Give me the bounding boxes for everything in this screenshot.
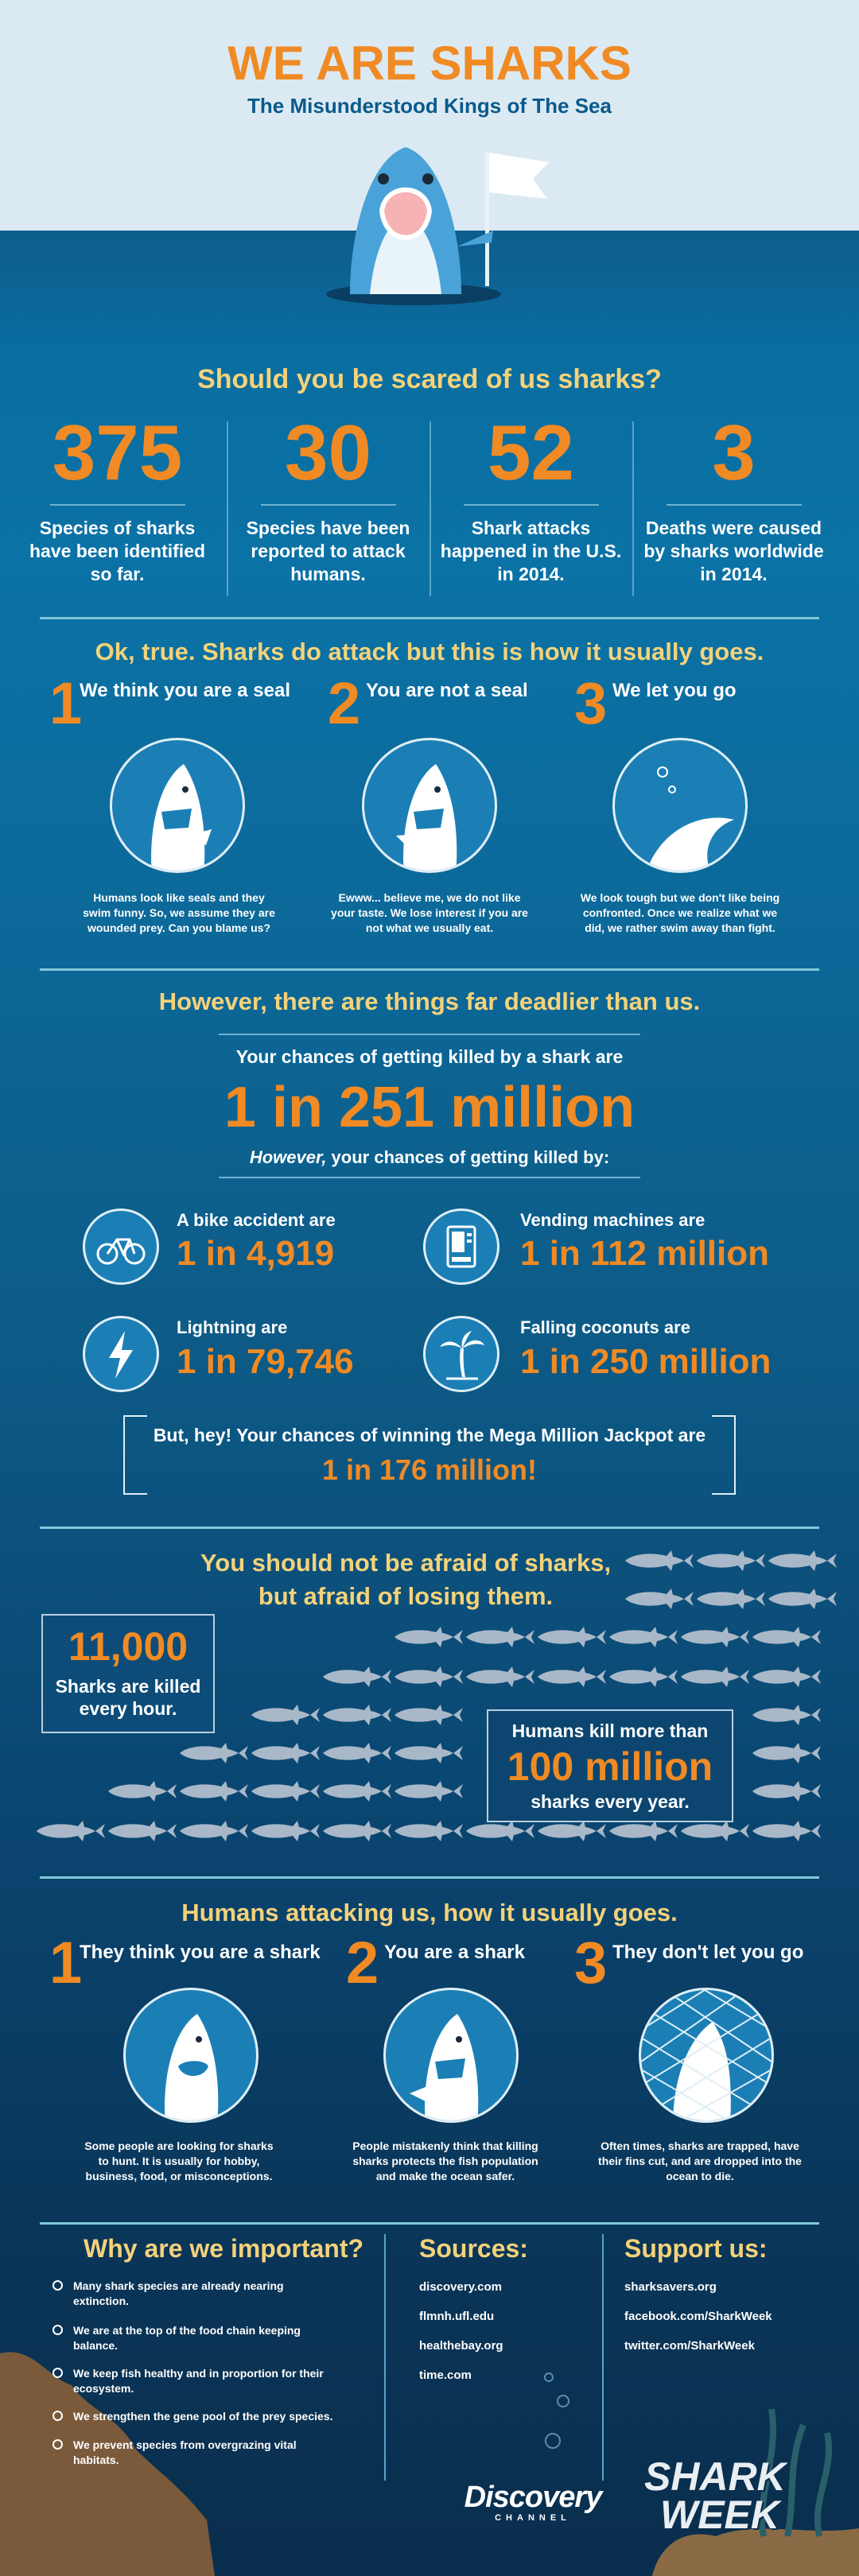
step-caption: People mistakenly think that killing sharks protects the fish population and make the ocean safer. xyxy=(352,2140,538,2182)
odd-label: Falling coconuts are xyxy=(520,1317,690,1337)
hero-shark-illustration xyxy=(294,135,565,310)
stat-divider xyxy=(227,421,228,596)
per-hour-value: 11,000 xyxy=(68,1624,189,1669)
jackpot-text: But, hey! Your chances of winning the Mega Million Jackpot are xyxy=(153,1425,706,1445)
losing-heading-line2: but afraid of losing them. xyxy=(258,1581,554,1610)
source-link[interactable]: healthebay.org xyxy=(419,2339,503,2353)
support-link[interactable]: twitter.com/SharkWeek xyxy=(624,2339,755,2353)
step-caption: Humans look like seals and they swim funny. So, we assume they are wounded prey. Can you blame us? xyxy=(83,891,275,934)
stat-value: 3 xyxy=(712,409,756,496)
stat-species-identified xyxy=(24,409,211,585)
vending-machine-icon xyxy=(423,1208,499,1285)
important-item-text: We are at the top of the food chain keeping balance. xyxy=(73,2324,301,2352)
step-caption: Some people are looking for sharks to hunt. It is usually for hobby, business, food, or misconceptions. xyxy=(84,2140,274,2182)
important-item xyxy=(73,2366,336,2396)
shark-odds-value: 1 in 251 million xyxy=(223,1076,636,1139)
support-link[interactable]: facebook.com/SharkWeek xyxy=(624,2310,772,2323)
stat-text: Species have been reported to attack humans. xyxy=(246,518,410,584)
page-subtitle: The Misunderstood Kings of The Sea xyxy=(247,94,612,118)
step-title: You are a shark xyxy=(384,1942,525,1963)
jackpot-box xyxy=(123,1415,736,1495)
shark-week-logo-line2: WEEK xyxy=(660,2492,779,2537)
discovery-logo-text: Discovery xyxy=(464,2481,602,2514)
bullet-icon xyxy=(52,2325,63,2335)
shark-tail-circle-illustration xyxy=(612,738,748,873)
step-number: 3 xyxy=(574,1930,608,1996)
step-caption: Ewww... believe me, we do not like your taste. We lose interest if you are not what we usually eat. xyxy=(331,891,528,934)
shark-circle-illustration xyxy=(123,1988,258,2123)
jackpot-value: 1 in 176 million! xyxy=(321,1453,538,1486)
step-title: We let you go xyxy=(612,680,737,701)
important-item xyxy=(73,2279,336,2309)
palm-tree-icon xyxy=(423,1316,499,1392)
shark-odds-intro: Your chances of getting killed by a shark are xyxy=(235,1046,624,1067)
shark-week-logo-line1: SHARK xyxy=(644,2454,786,2499)
odd-label: Lightning are xyxy=(177,1317,288,1337)
step-title: We think you are a seal xyxy=(80,680,290,701)
divider-line xyxy=(219,1177,640,1178)
section-divider xyxy=(40,1876,819,1879)
section-divider xyxy=(40,2222,819,2225)
important-item xyxy=(73,2409,336,2424)
shark-icon xyxy=(364,740,495,871)
shark-circle-illustration xyxy=(110,738,245,873)
net-icon xyxy=(641,1990,772,2120)
odd-value: 1 in 79,746 xyxy=(177,1342,354,1381)
shark-icon xyxy=(126,1990,256,2120)
step-number: 2 xyxy=(346,1930,379,1996)
support-title: Support us: xyxy=(624,2234,768,2263)
source-link[interactable]: time.com xyxy=(419,2368,472,2382)
stat-text: Species of sharks have been identified so far. xyxy=(29,518,206,584)
bullet-icon xyxy=(52,2411,63,2421)
per-year-value: 100 million xyxy=(507,1744,713,1789)
losing-heading-line1: You should not be afraid of sharks, xyxy=(200,1549,612,1577)
support-link[interactable]: sharksavers.org xyxy=(624,2280,717,2294)
bullet-icon xyxy=(52,2280,63,2291)
attack-heading: Ok, true. Sharks do attack but this is how it usually goes. xyxy=(95,638,764,665)
per-hour-box xyxy=(41,1614,215,1733)
odd-label: Vending machines are xyxy=(520,1210,705,1230)
source-link[interactable]: discovery.com xyxy=(419,2280,502,2294)
per-year-box xyxy=(487,1709,733,1822)
odd-value: 1 in 250 million xyxy=(520,1342,772,1381)
humans-heading: Humans attacking us, how it usually goes. xyxy=(181,1899,678,1926)
shark-icon xyxy=(386,1990,516,2120)
stat-divider xyxy=(430,421,431,596)
page-title: WE ARE SHARKS xyxy=(227,37,632,90)
important-item-text: We strengthen the gene pool of the prey species. xyxy=(73,2410,333,2423)
step-title: They think you are a shark xyxy=(80,1942,321,1963)
shark-circle-illustration xyxy=(383,1988,519,2123)
step-number: 1 xyxy=(49,1930,83,1996)
step-number: 3 xyxy=(574,670,608,736)
deadlier-heading: However, there are things far deadlier than us. xyxy=(158,987,701,1015)
step-caption: Often times, sharks are trapped, have their fins cut, and are dropped into the ocean to die. xyxy=(598,2140,802,2182)
stat-value: 375 xyxy=(52,409,183,496)
stat-rule xyxy=(464,504,599,506)
stat-rule xyxy=(261,504,396,506)
section-divider xyxy=(40,617,819,619)
shark-circle-illustration xyxy=(362,738,497,873)
stat-rule xyxy=(50,504,185,506)
per-year-pre: Humans kill more than xyxy=(511,1721,709,1741)
footer-divider xyxy=(384,2234,386,2481)
stat-us-attacks xyxy=(437,409,624,585)
step-title: They don't let you go xyxy=(612,1942,804,1963)
step-title: You are not a seal xyxy=(366,680,528,701)
odd-label: A bike accident are xyxy=(177,1210,336,1230)
per-hour-text: Sharks are killed every hour. xyxy=(55,1676,201,1719)
stat-deaths xyxy=(640,409,827,585)
stat-species-attack xyxy=(235,409,422,585)
bullet-icon xyxy=(52,2439,63,2450)
important-item xyxy=(73,2438,336,2468)
divider-line xyxy=(219,1034,640,1035)
however-line xyxy=(0,1147,859,1168)
source-link[interactable]: flmnh.ufl.edu xyxy=(419,2310,495,2323)
stat-rule xyxy=(667,504,802,506)
trapped-shark-illustration xyxy=(639,1988,774,2123)
discovery-logo-sub: CHANNEL xyxy=(495,2513,571,2523)
however-emphasis: However, xyxy=(249,1147,327,1167)
stat-divider xyxy=(632,421,634,596)
discovery-logo xyxy=(445,2481,620,2523)
section-divider xyxy=(40,968,819,971)
important-item-text: We keep fish healthy and in proportion for their ecosystem. xyxy=(73,2367,324,2395)
shark-icon xyxy=(112,740,243,871)
scared-heading: Should you be scared of us sharks? xyxy=(197,364,662,394)
odd-value: 1 in 112 million xyxy=(520,1234,770,1273)
shark-tail-icon xyxy=(615,740,745,871)
important-item-text: We prevent species from overgrazing vital habitats. xyxy=(73,2438,297,2466)
section-divider xyxy=(40,1527,819,1529)
lightning-icon xyxy=(83,1316,159,1392)
bullet-icon xyxy=(52,2368,63,2378)
stat-text: Deaths were caused by sharks worldwide in 2014. xyxy=(643,518,824,584)
sources-title: Sources: xyxy=(419,2234,528,2263)
step-number: 2 xyxy=(328,670,361,736)
bicycle-icon xyxy=(83,1208,159,1285)
stat-text: Shark attacks happened in the U.S. in 2014. xyxy=(440,518,622,584)
shark-week-logo xyxy=(644,2454,787,2537)
however-rest: your chances of getting killed by: xyxy=(326,1147,610,1167)
important-title: Why are we important? xyxy=(84,2234,364,2263)
important-item-text: Many shark species are already nearing extinction. xyxy=(73,2279,284,2307)
step-number: 1 xyxy=(49,670,83,736)
important-item xyxy=(73,2323,336,2353)
step-caption: We look tough but we don't like being confronted. Once we realize what we did, we rather swim away than fight. xyxy=(580,891,780,934)
stat-value: 30 xyxy=(284,409,371,496)
stat-value: 52 xyxy=(487,409,574,496)
odd-value: 1 in 4,919 xyxy=(177,1234,335,1273)
footer-divider xyxy=(602,2234,604,2481)
per-year-post: sharks every year. xyxy=(531,1791,690,1812)
